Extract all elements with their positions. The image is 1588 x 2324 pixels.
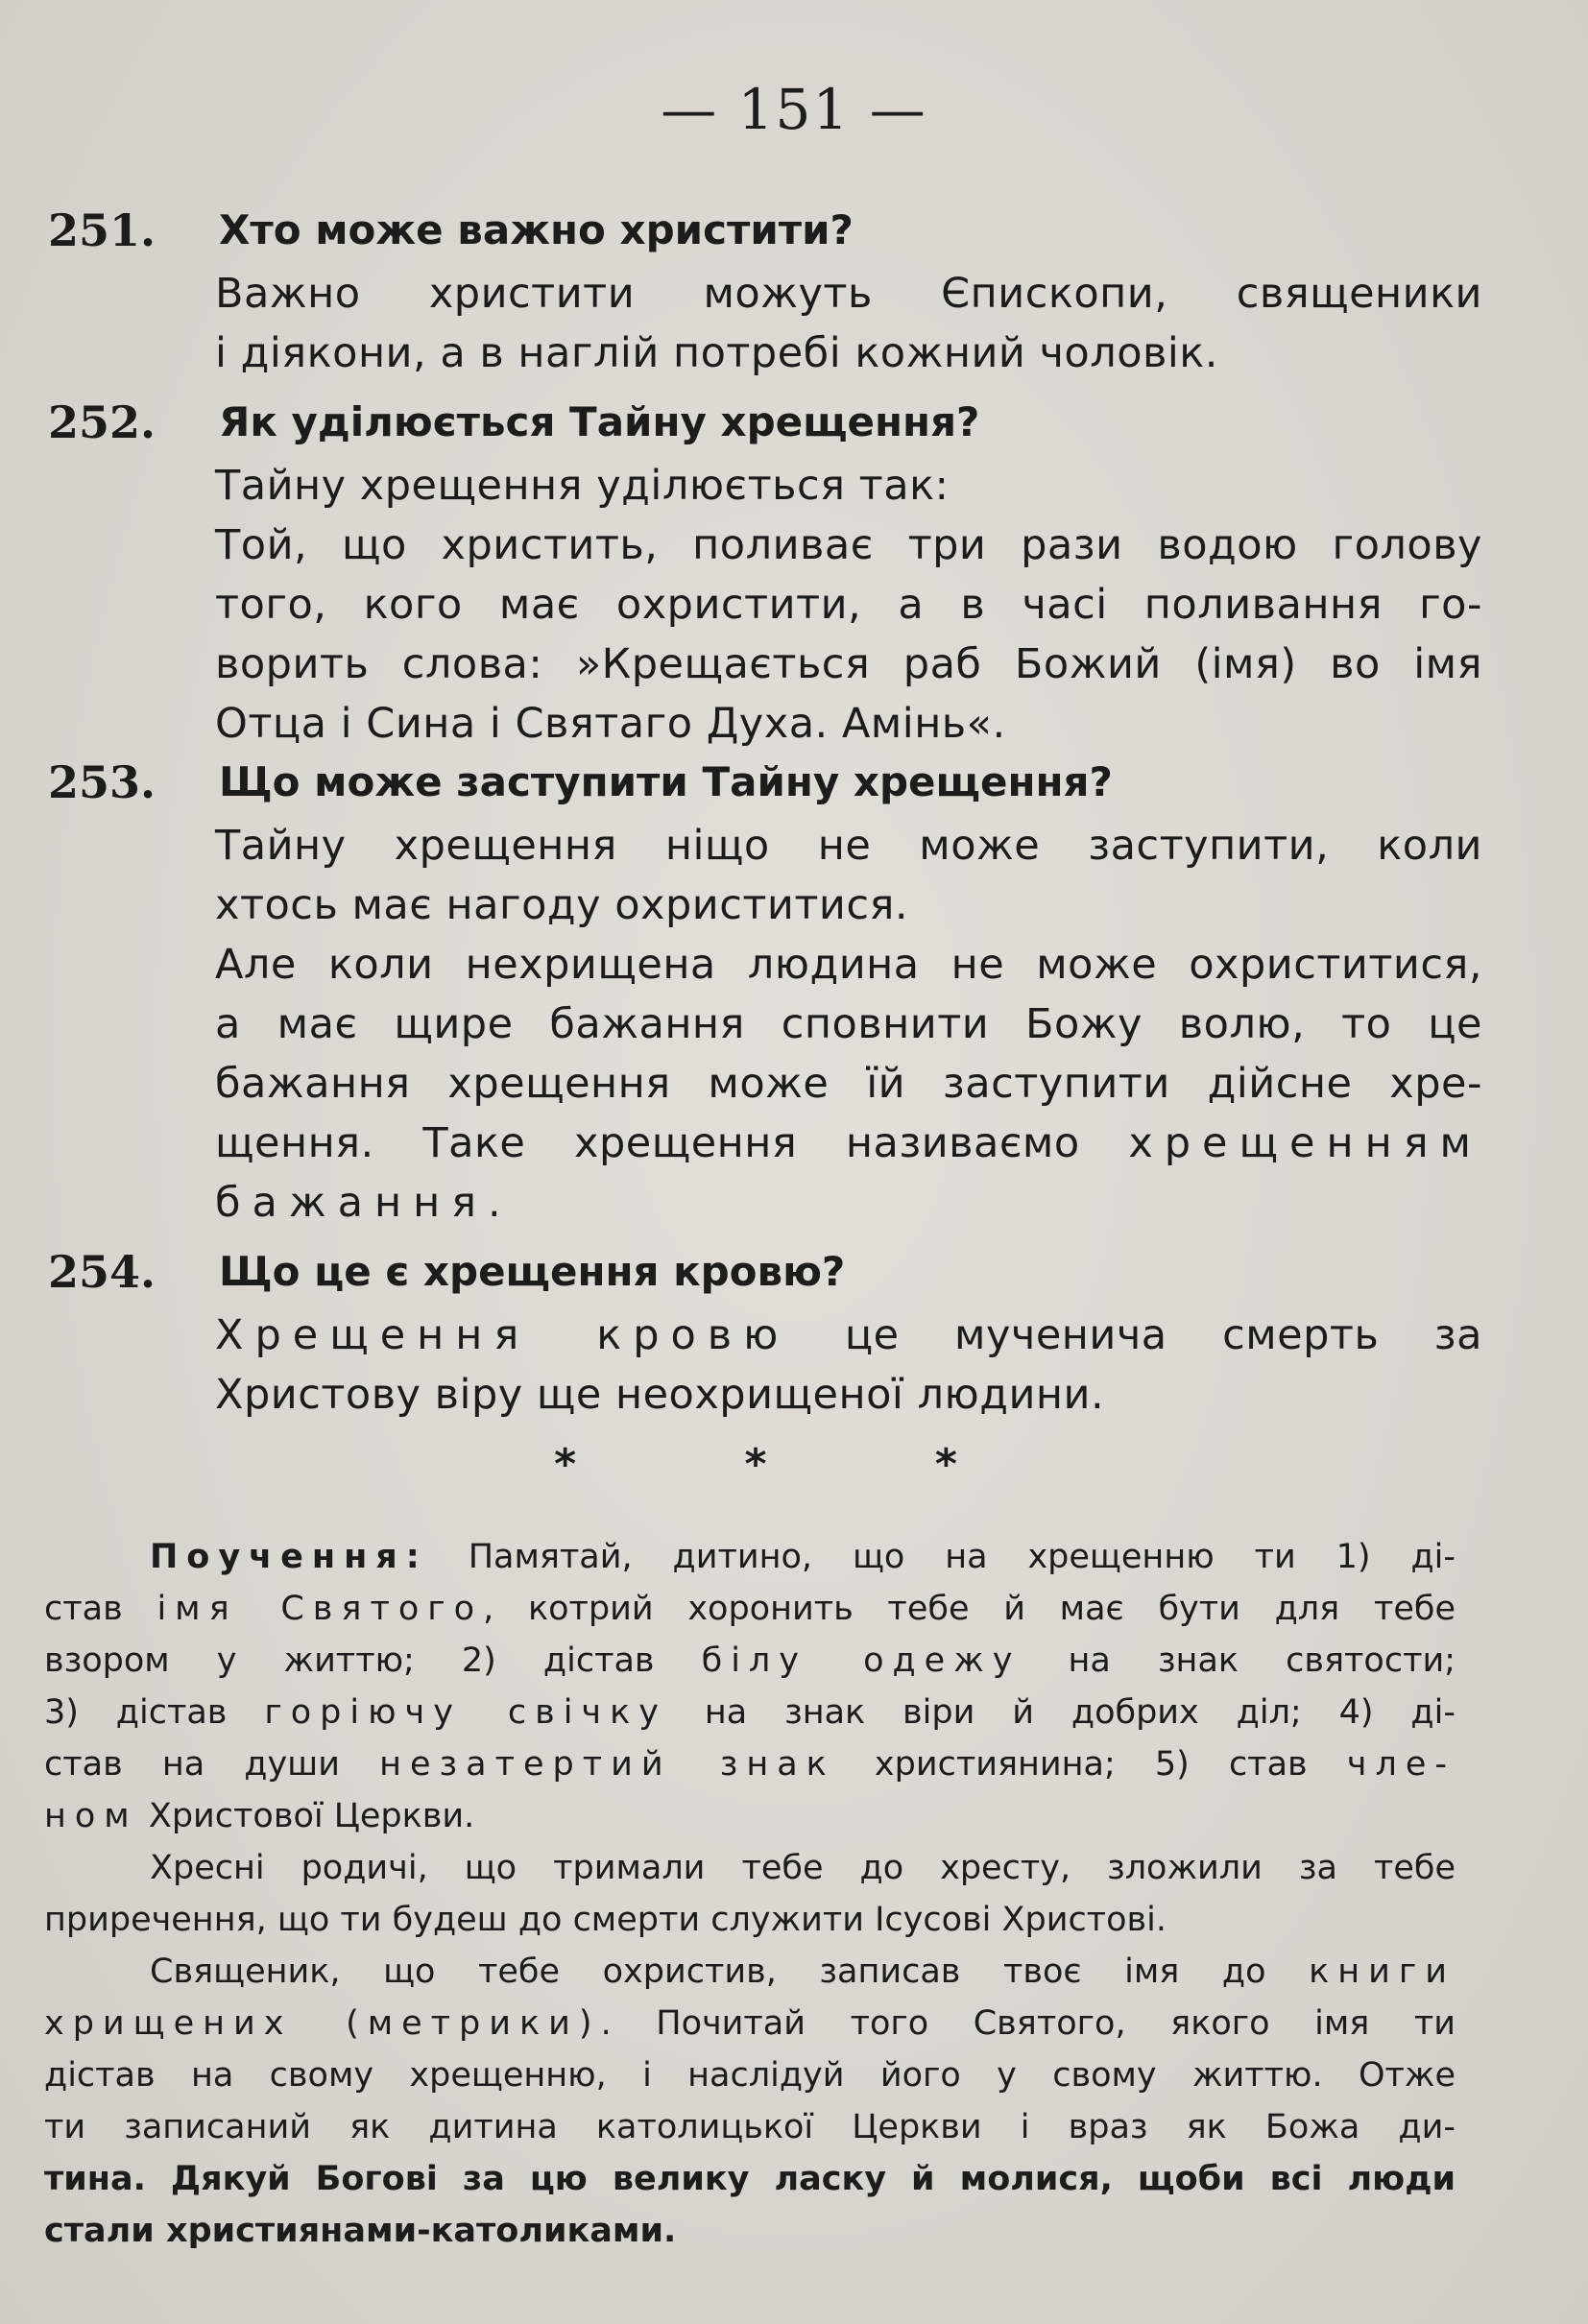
lesson-text: , котрий хоронить тебе й має бути для тебе bbox=[483, 1590, 1456, 1628]
question-block-253 bbox=[0, 749, 1588, 1233]
question-block-251 bbox=[0, 197, 1588, 383]
answer-line: Христову віру ще неохрищеної людини. bbox=[215, 1371, 1105, 1419]
answer-line: бажання хрещення може їй заступити дійсне хре- bbox=[215, 1060, 1482, 1108]
answer-line: а має щире бажання сповнити Божу волю, то це bbox=[215, 1000, 1482, 1048]
lesson-line: ти записаний як дитина католицької Церкви і враз як Божа ди- bbox=[44, 2108, 1456, 2146]
lesson-line bbox=[44, 1635, 1456, 1687]
lesson-text: Священик, що тебе охристив, записав твоє імя до bbox=[150, 1953, 1266, 1991]
emphasized-term: білу одежу bbox=[701, 1641, 1022, 1680]
answer-text: щення. Таке хрещення називаємо bbox=[215, 1119, 1080, 1167]
question-block-254 bbox=[0, 1238, 1588, 1425]
lesson-line bbox=[44, 1946, 1456, 1998]
lesson-line bbox=[44, 1687, 1456, 1738]
emphasized-term: чле- bbox=[1346, 1745, 1456, 1784]
lesson-line bbox=[44, 1583, 1456, 1635]
lesson-line: приречення, що ти будеш до смерти служити Ісусові Христові. bbox=[44, 1901, 1167, 1939]
lesson-text: Памятай, дитино, що на хрещенню ти 1) ді- bbox=[468, 1538, 1456, 1576]
lesson-text: на знак святости; bbox=[1068, 1641, 1456, 1680]
section-divider-stars: * * * bbox=[554, 1440, 1034, 1489]
lesson-line: тина. Дякуй Богові за цю велику ласку й молися, щоби всі люди bbox=[44, 2160, 1456, 2198]
lesson-text: . Почитай того Святого, якого імя ти bbox=[600, 2004, 1456, 2043]
answer-line: ворить слова: »Крещається раб Божий (імя) во імя bbox=[215, 640, 1482, 688]
question-number: 254. bbox=[48, 1246, 156, 1298]
lesson-line: Хресні родичі, що тримали тебе до хресту, зложили за тебе bbox=[150, 1849, 1456, 1887]
emphasized-term: незатертий знак bbox=[379, 1745, 835, 1784]
question-text: Як уділюється Тайну хрещення? bbox=[219, 398, 980, 445]
answer-line bbox=[215, 1114, 1482, 1173]
question-block-252 bbox=[0, 389, 1588, 754]
emphasized-term: Хрещення кровю bbox=[215, 1311, 790, 1359]
lesson-text: християнина; 5) став bbox=[874, 1745, 1308, 1784]
answer-line: Тайну хрещення уділюється так: bbox=[215, 462, 950, 510]
answer-line: Той, що христить, поливає три рази водою голову bbox=[215, 521, 1482, 569]
lesson-line: стали християнами-католиками. bbox=[44, 2212, 677, 2250]
emphasized-term: ном bbox=[44, 1797, 138, 1835]
lesson-line bbox=[44, 1998, 1456, 2049]
lesson-section bbox=[44, 1531, 1456, 2257]
lesson-text: взором у життю; 2) дістав bbox=[44, 1641, 655, 1680]
answer-line: і діякони, а в наглій потребі кожний чоловік. bbox=[215, 329, 1218, 377]
emphasized-term: книги bbox=[1309, 1953, 1456, 1991]
question-number: 252. bbox=[48, 396, 156, 448]
lesson-text: Христової Церкви. bbox=[148, 1797, 475, 1835]
lesson-text: став bbox=[44, 1590, 123, 1628]
lesson-line: дістав на свому хрещенню, і наслідуй його у свому життю. Отже bbox=[44, 2056, 1456, 2095]
lesson-text: на знак віри й добрих діл; 4) ді- bbox=[704, 1693, 1456, 1732]
answer-line: Тайну хрещення ніщо не може заступити, коли bbox=[215, 822, 1482, 870]
lesson-line bbox=[44, 1738, 1456, 1790]
answer-line: того, кого має охристити, а в часі поливання го- bbox=[215, 581, 1482, 629]
page-number: — 151 — bbox=[661, 77, 927, 142]
question-text: Що це є хрещення кровю? bbox=[219, 1248, 846, 1295]
lesson-text: 3) дістав bbox=[44, 1693, 228, 1732]
question-text: Що може заступити Тайну хрещення? bbox=[219, 758, 1113, 805]
lesson-label: Поучення: bbox=[150, 1538, 428, 1576]
lesson-line bbox=[44, 1531, 1456, 1583]
emphasized-term: бажання. bbox=[215, 1179, 513, 1227]
emphasized-term: імя Святого bbox=[156, 1590, 484, 1628]
emphasized-term: хрищених (метрики) bbox=[44, 2004, 601, 2043]
question-text: Хто може важно христити? bbox=[219, 206, 854, 253]
answer-line bbox=[215, 1306, 1482, 1365]
question-number: 253. bbox=[48, 756, 156, 808]
emphasized-term: горіючу свічку bbox=[264, 1693, 667, 1732]
lesson-line bbox=[44, 1790, 1456, 1842]
answer-line: Але коли нехрищена людина не може охриститися, bbox=[215, 941, 1482, 989]
lesson-text: став на души bbox=[44, 1745, 340, 1784]
answer-text: це мученича смерть за bbox=[844, 1311, 1482, 1359]
question-number: 251. bbox=[48, 204, 156, 256]
answer-line: Отца і Сина і Святаго Духа. Амінь«. bbox=[215, 700, 1006, 748]
answer-line: Важно христити можуть Єпископи, священики bbox=[215, 270, 1482, 318]
answer-line: хтось має нагоду охриститися. bbox=[215, 881, 909, 929]
emphasized-term: хрещенням bbox=[1128, 1119, 1482, 1167]
